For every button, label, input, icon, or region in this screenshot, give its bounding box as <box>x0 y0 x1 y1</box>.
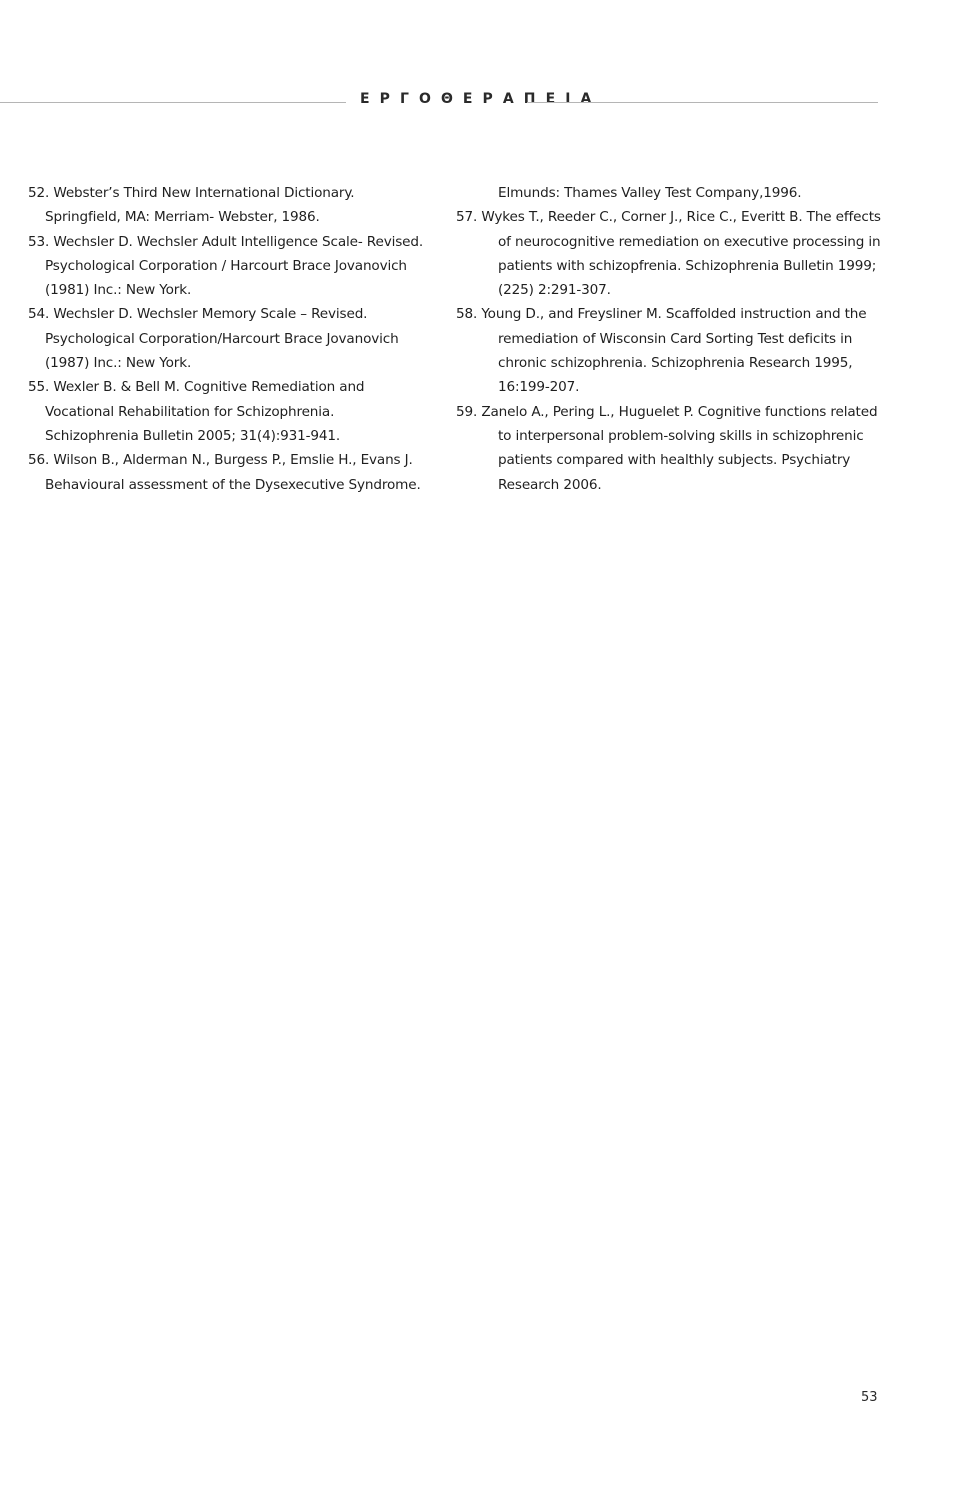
references-right-column <box>456 181 886 497</box>
reference-53: 53. Wechsler D. Wechsler Adult Intelligence Scale- Revised. Psychological Corporation / Harcourt Brace Jovanovich (1981) Inc.: New York. <box>28 233 424 299</box>
reference-54: 54. Wechsler D. Wechsler Memory Scale – Revised. Psychological Corporation/Harcourt Brace Jovanovich (1987) Inc.: New York. <box>28 306 399 372</box>
header-rule-right <box>527 102 878 103</box>
reference-59: 59. Zanelo A., Pering L., Huguelet P. Cognitive functions related to interpersonal problem-solving skills in schizophrenic patients compared with healthly subjects. Psychiatry Research 2006. <box>456 403 878 493</box>
reference-57: 57. Wykes T., Reeder C., Corner J., Rice C., Everitt B. The effects of neurocognitive remediation on executive processing in patients with schizopfrenia. Schizophrenia Bulletin 1999; (225) 2:291-307. <box>456 209 881 299</box>
reference-58: 58. Young D., and Freysliner M. Scaffolded instruction and the remediation of Wisconsin Card Sorting Test deficits in chronic schizophrenia. Schizophrenia Research 1995, 16:199-207. <box>456 306 867 396</box>
reference-56-continuation: Elmunds: Thames Valley Test Company,1996. <box>498 185 802 201</box>
running-header <box>0 88 960 110</box>
header-rule-left <box>0 102 346 103</box>
journal-title: Ε Ρ Γ Ο Θ Ε Ρ Α Π Ε Ι Α <box>360 91 594 107</box>
page-number: 53 <box>861 1390 878 1405</box>
references-left-column <box>28 181 428 497</box>
reference-56: 56. Wilson B., Alderman N., Burgess P., Emslie H., Evans J. Behavioural assessment of the Dysexecutive Syndrome. <box>28 452 421 493</box>
reference-55: 55. Wexler B. & Bell M. Cognitive Remediation and Vocational Rehabilitation for Schizophrenia. Schizophrenia Bulletin 2005; 31(4):931-941. <box>28 379 365 444</box>
reference-52: 52. Webster’s Third New International Dictionary. Springfield, MA: Merriam- Webster, 1986. <box>28 185 355 226</box>
